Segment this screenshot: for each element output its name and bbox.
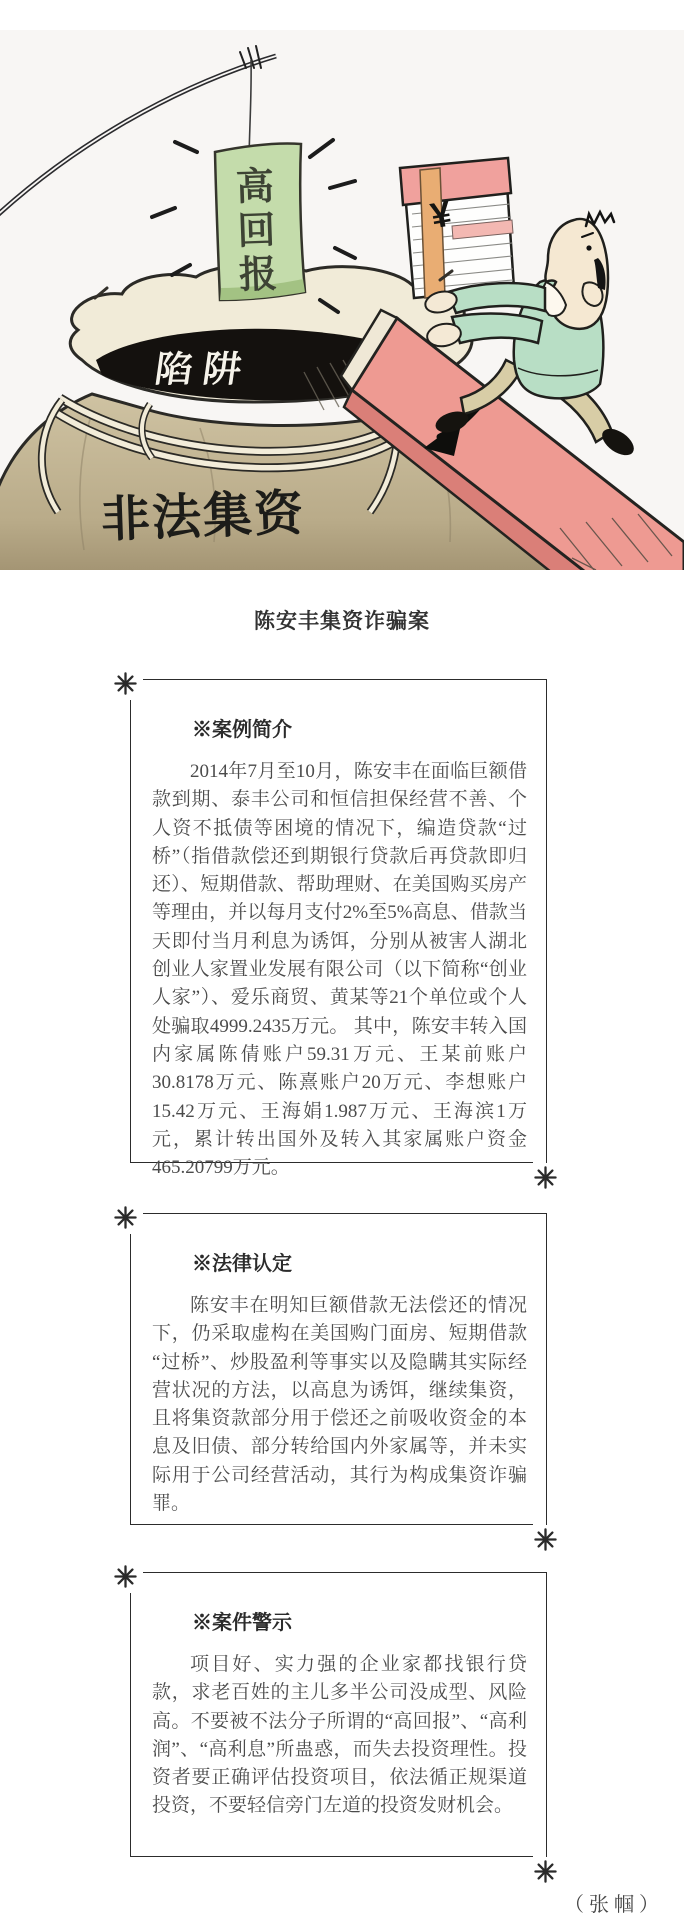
high-return-tag-label: 高回报 — [228, 165, 276, 299]
corner-asterisk-icon — [114, 1206, 137, 1229]
section-heading: ※案例简介 — [192, 719, 292, 741]
section-body: 项目好、实力强的企业家都找银行贷款，求老百姓的主儿多半公司没成型、风险高。不要被不法分子所谓的“高回报”、“高利润”、“高利息”所蛊惑，而失去投资理性。投资者要正确评估投资项目，依法循正规渠道投资，不要轻信旁门左道的投资发财机会。 — [152, 1654, 527, 1817]
section-case-warning — [130, 1572, 547, 1857]
corner-asterisk-icon — [534, 1528, 557, 1551]
illustration-canvas — [0, 30, 684, 570]
corner-asterisk-icon — [114, 1565, 137, 1588]
money-stack — [400, 158, 514, 298]
illegal-fundraising-label: 非法集资 — [100, 486, 306, 548]
trap-label: 陷阱 — [152, 350, 254, 390]
section-heading: ※法律认定 — [192, 1253, 292, 1275]
section-legal-finding — [130, 1213, 547, 1525]
corner-asterisk-icon — [114, 672, 137, 695]
byline: （张帼） — [564, 1894, 664, 1916]
section-body: 陈安丰在明知巨额借款无法偿还的情况下，仍采取虚构在美国购门面房、短期借款“过桥”、炒股盈利等事实以及隐瞒其实际经营状况的方法，以高息为诱饵，继续集资，且将集资款部分用于偿还之前吸收资金的本息及旧债、部分转给国内外家属等，并未实际用于公司经营活动，其行为构成集资诈骗罪。 — [152, 1295, 527, 1515]
page-title: 陈安丰集资诈骗案 — [254, 610, 430, 633]
section-heading: ※案件警示 — [192, 1612, 292, 1634]
corner-asterisk-icon — [534, 1860, 557, 1883]
corner-asterisk-icon — [534, 1166, 557, 1189]
section-case-intro — [130, 679, 547, 1179]
illustration — [0, 30, 684, 570]
section-body: 2014年7月至10月，陈安丰在面临巨额借款到期、泰丰公司和恒信担保经营不善、个人资不抵债等困境的情况下，编造贷款“过桥”（指借款偿还到期银行贷款后再贷款即归还）、短期借款、帮助理财、在美国购买房产等理由，并以每月支付2%至5%高息、借款当天即付当月利息为诱饵，分别从被害人湖北创业人家置业发展有限公司（以下简称“创业人家”）、爱乐商贸、黄某等21个单位或个人处骗取4999.2435万元。 其中，陈安丰转入国内家属陈倩账户59.31万元、王某前账户30.8178万元、陈熹账户20万元、李想账户15.42万元、王海娟1.987万元、王海滨1万元，累计转出国外及转入其家属账户资金465.20799万元。 — [152, 761, 527, 1179]
yuan-symbol-icon: ¥ — [427, 192, 455, 237]
